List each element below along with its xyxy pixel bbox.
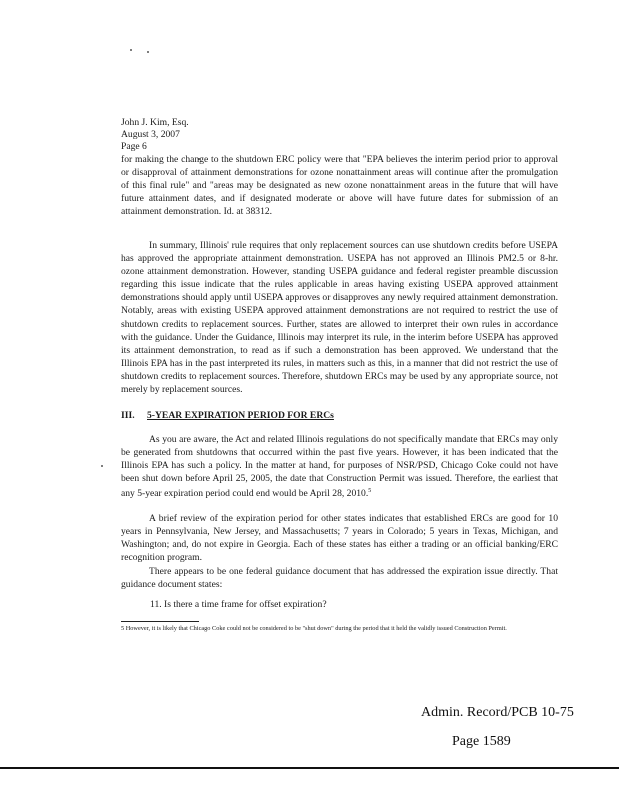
- scan-speck: [147, 51, 149, 53]
- paragraph-summary: In summary, Illinois' rule requires that only replacement sources can use shutdown credits before USEPA has approved the appropriate attainment demonstration. USEPA has not approved an Illinois PM2.5 or 8-hr. ozone attainment demonstration. However, standing USEPA guidance and federal register preamble discussion regarding this issue indicate that the rules applicable in areas having existing USEPA approved attainment demonstrations should apply until USEPA approves or disapproves any newly required attainment demonstration. Notably, areas with existing USEPA approved attainment demonstrations are not required to restrict the use of shutdown credits to replacement sources. Further, states are allowed to interpret their own rules in accordance with the guidance. Under the Guidance, Illinois may interpret its rule, in the interim before USEPA has approved its attainment demonstration, to read as if such a demonstration has been approved. We understand that the Illinois EPA has in the past interpreted its rules, in matters such as this, in a manner that did not restrict the use of shutdown credits to replacement sources. Therefore, shutdown ERCs may be used by any appropriate source, not merely by replacement sources.: [121, 240, 558, 396]
- paragraph-continued: for making the change to the shutdown ERC policy were that "EPA believes the interim period prior to approval or disapproval of attainment demonstrations for ozone nonattainment areas will continue after the promulgation of this final rule" and "areas may be designated as new ozone nonattainment areas in the future that will have future attainment dates, and if designated moderate or above will have future dates for submission of an attainment demonstration. Id. at 38312.: [121, 154, 558, 218]
- section-number: III.: [121, 410, 135, 421]
- paragraph-guidance: There appears to be one federal guidance document that has addressed the expiration issue directly. That guidance document states:: [121, 566, 558, 591]
- footnote-ref: 5: [368, 488, 372, 495]
- scan-speck: [101, 465, 103, 467]
- paragraph-review: A brief review of the expiration period for other states indicates that established ERCs are good for 10 years in Pennsylvania, New Jersey, and Massachusetts; 7 years in Colorado; 5 years in Texas, Michigan, and Washington; and, do not expire in Georgia. Each of these states has either a trading or an official banking/ERC recognition program.: [121, 513, 558, 564]
- footnote: 5 However, it is likely that Chicago Coke could not be considered to be "shut down" during the period that it held the validly issued Construction Permit.: [121, 625, 507, 632]
- letter-date: August 3, 2007: [121, 129, 180, 140]
- scan-edge-line: [0, 767, 619, 769]
- paragraph-act: [121, 433, 558, 501]
- scan-speck: [130, 49, 132, 51]
- section-title: 5-YEAR EXPIRATION PERIOD FOR ERCs: [147, 410, 334, 421]
- addressee: John J. Kim, Esq.: [121, 117, 189, 128]
- guidance-question: 11. Is there a time frame for offset expiration?: [150, 599, 327, 610]
- record-page-stamp: Page 1589: [452, 734, 511, 749]
- footnote-rule: [121, 621, 199, 622]
- section-heading: [121, 410, 334, 421]
- page-number: Page 6: [121, 141, 147, 152]
- admin-record-stamp: Admin. Record/PCB 10-75: [421, 705, 574, 720]
- paragraph-act-text: As you are aware, the Act and related Illinois regulations do not specifically mandate that ERCs may only be generated from shutdowns that occurred within the past five years. However, it has been indicated that the Illinois EPA has such a policy. In the matter at hand, for purposes of NSR/PSD, Chicago Coke could not have been shut down before April 25, 2005, the date that Construction Permit was issued. Therefore, the earliest that any 5-year expiration period could end would be April 28, 2010.: [121, 434, 558, 500]
